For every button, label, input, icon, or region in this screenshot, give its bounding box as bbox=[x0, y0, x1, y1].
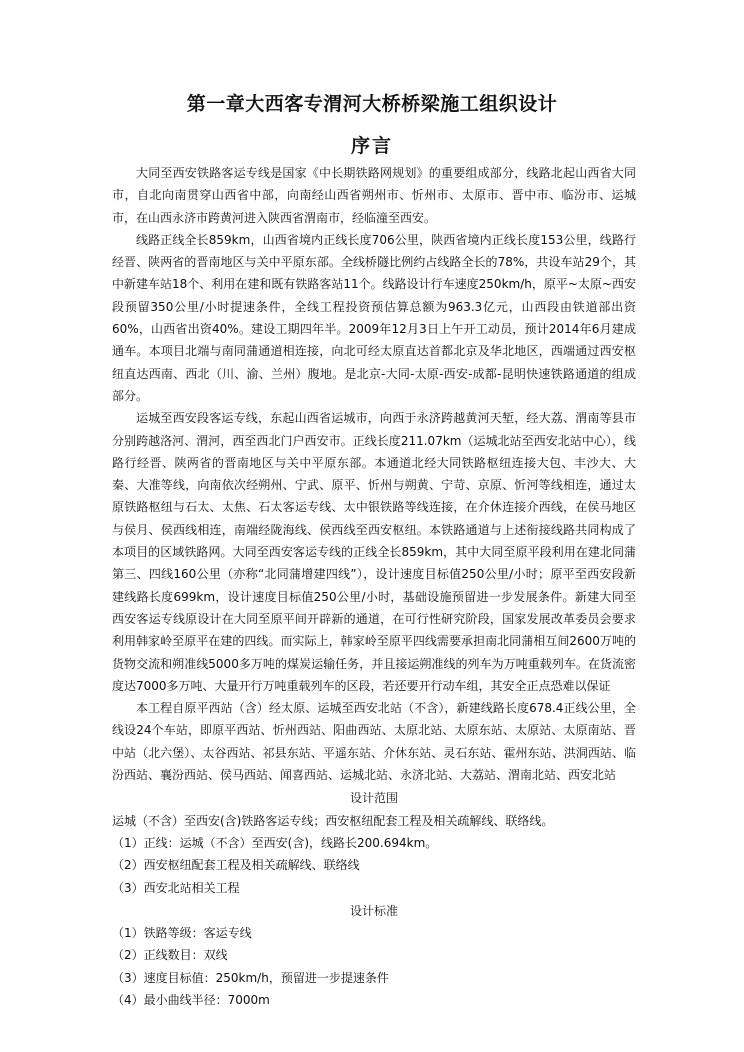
section-title-preface: 序言 bbox=[350, 135, 393, 157]
design-standards-heading: 设计标准 bbox=[349, 903, 398, 918]
paragraph-4: 本工程自原平西站（含）经太原、运城至西安北站（不含），新建线路长度678.4正线公里，全线设24个车站，即原平西站、忻州西站、阳曲西站、太原北站、太原东站、太原站、太原南站、晋中站（北六堡）、太谷西站、祁县东站、平遥东站、介休东站、灵石东站、霍州东站、洪洞西站、临汾西站、襄汾西站、侯马西站、闻喜西站、运城北站、永济北站、大荔站、渭南北站、西安北站 bbox=[112, 701, 636, 783]
design-standard-item: （1）铁路等级：客运专线 bbox=[112, 926, 252, 941]
paragraph-3: 运城至西安段客运专线，东起山西省运城市，向西于永济跨越黄河天堑，经大荔、渭南等县市分别跨越洛河、渭河，西至西北门户西安市。正线长度211.07km（运城北站至西安北站中心），线路行经晋、陕两省的晋南地区与关中平原东部。本通道北经大同铁路枢纽连接大包、丰沙大、大秦、大准等线，向南依次经朔州、宁武、原平、忻州与朔黄、宁苛、京原、忻河等线相连，通过太原铁路枢纽与石太、太焦、石太客运专线、太中银铁路等线连接，在介休连接介西线，在侯马地区与侯月、侯西线相连，南端经陇海线、侯西线至西安枢纽。本铁路通道与上述衔接线路共同构成了本项目的区域铁路网。大同至西安客运专线的正线全长859km，其中大同至原平段利用在建北同蒲第三、四线160公里（亦称“北同蒲增建四线”），设计速度目标值250公里/小时；原平至西安段新建线路长度699km，设计速度目标值250公里/小时，基础设施预留进一步发展条件。新建大同至西安客运专线原设计在大同至原平间开辟新的通道，在可行性研究阶段，国家发展改革委员会要求利用韩家岭至原平在建的四线。而实际上，韩家岭至原平四线需要承担南北同蒲相互间2600万吨的货物交流和朔准线5000多万吨的煤炭运输任务，并且接运朔准线的列车为万吨重载列车。在货流密度达7000多万吨、大量开行万吨重载列车的区段，若还要开行动车组，其安全正点恐难以保证 bbox=[112, 411, 636, 693]
design-scope-list bbox=[112, 832, 636, 899]
document-title: 第一章大西客专渭河大桥桥梁施工组织设计 bbox=[186, 93, 558, 115]
paragraph-2: 线路正线全长859km，山西省境内正线长度706公里，陕西省境内正线长度153公里，线路行经晋、陕两省的晋南地区与关中平原东部。全线桥隧比例约占线路全长的78%，共设车站29个，其中新建车站18个、利用在建和既有铁路客站11个。线路设计行车速度250km/h，原平~太原~西安段预留350公里/小时提速条件，全线工程投资预估算总额为963.3亿元，山西段由铁道部出资60%，山西省出资40%。建设工期四年半。2009年12月3日上午开工动员，预计2014年6月建成通车。本项目北端与南同蒲通道相连接，向北可经太原直达首都北京及华北地区，西端通过西安枢纽直达西南、西北（川、渝、兰州）腹地。是北京-大同-太原-西安-成都-昆明快速铁路通道的组成部分。 bbox=[112, 232, 636, 403]
design-standard-item: （3）速度目标值：250km/h，预留进一步提速条件 bbox=[112, 970, 389, 985]
design-scope-item: （1）正线：运城（不含）至西安(含)，线路长200.694km。 bbox=[112, 835, 438, 850]
design-scope-heading: 设计范围 bbox=[349, 791, 398, 806]
design-scope-item: （3）西安北站相关工程 bbox=[112, 880, 240, 895]
paragraph-1: 大同至西安铁路客运专线是国家《中长期铁路网规划》的重要组成部分，线路北起山西省大同市，自北向南贯穿山西省中部，向南经山西省朔州市、忻州市、太原市、晋中市、临汾市、运城市，在山西永济市跨黄河进入陕西省渭南市，经临潼至西安。 bbox=[112, 166, 636, 225]
design-standard-item: （2）正线数目：双线 bbox=[112, 948, 228, 963]
design-scope-intro: 运城（不含）至西安(含)铁路客运专线；西安枢纽配套工程及相关疏解线、联络线。 bbox=[112, 813, 554, 828]
design-scope-item: （2）西安枢纽配套工程及相关疏解线、联络线 bbox=[112, 858, 360, 873]
design-standard-item: （4）最小曲线半径：7000m bbox=[112, 992, 270, 1007]
design-standards-list bbox=[112, 922, 636, 1011]
document-body bbox=[112, 162, 636, 1011]
